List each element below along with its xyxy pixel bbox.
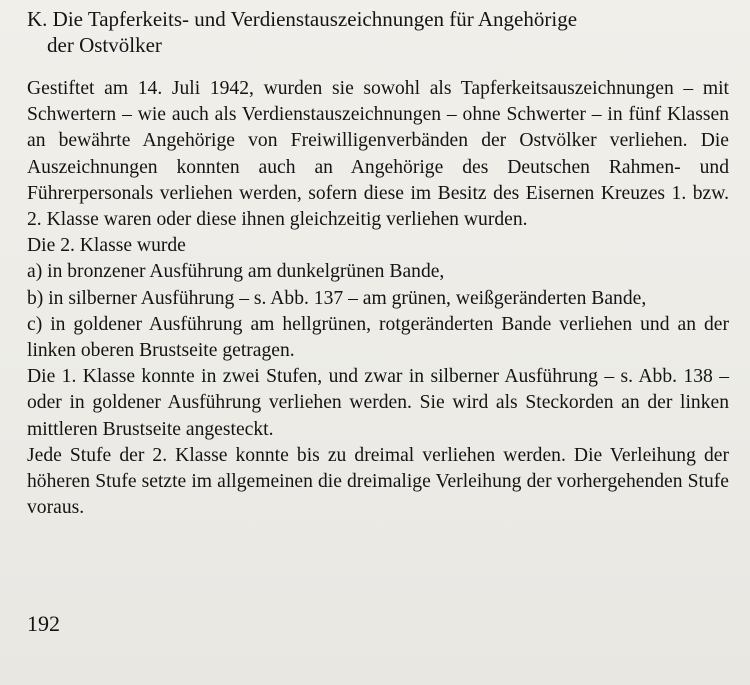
list-item-a: a) in bronzener Ausführung am dunkelgrünen Bande,	[27, 261, 445, 283]
paragraph-class-1: Die 1. Klasse konnte in zwei Stufen, und zwar in silberner Ausführung – s. Abb. 138 – oder in goldener Ausführung verliehen werden. Sie wird als Steckorden an der linken mittleren Brustseite angesteckt.	[27, 366, 729, 440]
section-heading	[27, 6, 727, 58]
paragraph-intro: Gestiftet am 14. Juli 1942, wurden sie sowohl als Tapferkeitsauszeichnungen – mit Schwertern – wie auch als Verdienstauszeichnungen – ohne Schwerter – in fünf Klassen an bewährte Angehörige von Freiwilligenverbänden der Ostvölker verliehen. Die Auszeichnungen konnten auch an Angehörige des Deutschen Rahmen- und Führerpersonals verliehen werden, sofern diese im Besitz des Eisernen Kreuzes 1. bzw. 2. Klasse waren oder diese ihnen gleichzeitig verliehen wurden.	[27, 78, 729, 231]
paragraph-repeat-award: Jede Stufe der 2. Klasse konnte bis zu dreimal verliehen werden. Die Verleihung der höheren Stufe setzte im allgemeinen die dreimalige Verleihung der vorhergehenden Stufe voraus.	[27, 444, 729, 519]
section-heading-line-2: der Ostvölker	[47, 33, 162, 57]
list-item-c: c) in goldener Ausführung am hellgrünen, rotgeränderten Bande verliehen und an der linken oberen Brustseite getragen.	[27, 313, 729, 362]
body-text	[27, 76, 729, 521]
page-number: 192	[27, 611, 60, 636]
section-heading-line-1: K. Die Tapferkeits- und Verdienstauszeichnungen für Angehörige	[27, 7, 578, 31]
list-item-b: b) in silberner Ausführung – s. Abb. 137 – am grünen, weißgeränderten Bande,	[27, 287, 647, 309]
paragraph-class-2-intro: Die 2. Klasse wurde	[27, 235, 186, 257]
